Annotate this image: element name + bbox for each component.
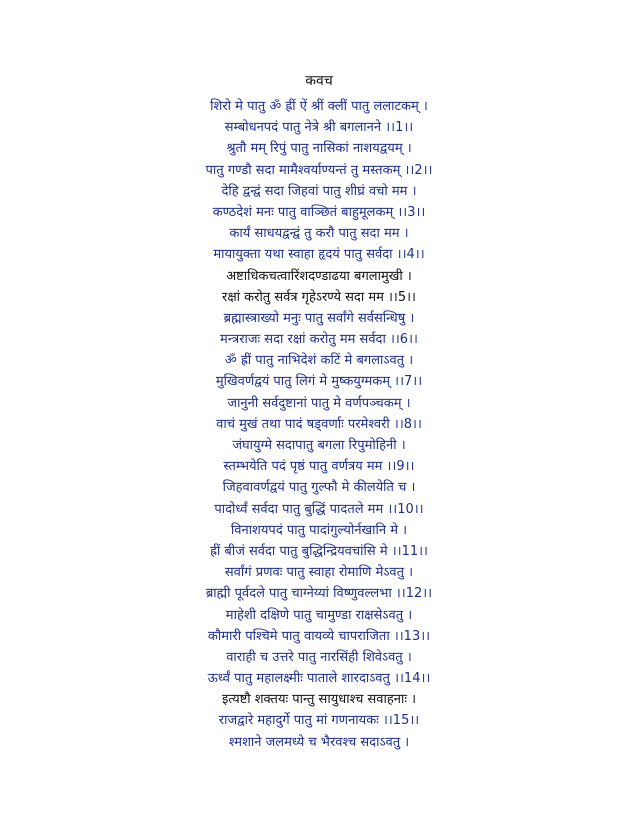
verse-line: अष्टाधिकचत्वारिंशदण्डाढया बगलामुखी ।	[226, 268, 412, 284]
verse-line: शिरो मे पातु ॐ ह्रीं ऐं श्रीं क्लीं पातु ललाटकम् ।	[210, 99, 428, 114]
verse-line: वाचं मुखं तथा पादं षड्वर्णाः परमेश्वरी ।।8।।	[216, 416, 422, 432]
verse-line: मायायुक्ता यथा स्वाहा हृदयं पातु सर्वदा ।।4।।	[213, 247, 425, 263]
verse-line: ब्राह्मी पूर्वदले पातु चाग्नेय्यां विष्णुवल्लभा ।।12।।	[205, 586, 433, 602]
verse-line: सम्बोधनपदं पातु नेत्रे श्री बगलानने ।।1।।	[224, 120, 414, 136]
verse-line: ब्रह्मास्त्राख्यो मनुः पातु सर्वांगे सर्वसन्धिषु ।	[223, 310, 415, 326]
page-title: कवच	[305, 73, 333, 89]
verse-line: राजद्वारे महादुर्गे पातु मां गणनायकः ।।15।।	[218, 713, 420, 729]
verse-line: जिहवावर्णद्वयं पातु गुल्फौ मे कीलयेति च ।	[222, 480, 416, 496]
verse-line: मन्त्रराजः सदा रक्षां करोतु मम सर्वदा ।।6।।	[220, 332, 418, 348]
verse-line: वाराही च उत्तरे पातु नारसिंही शिवेऽवतु ।	[226, 649, 412, 665]
verse-line: पातु गण्डौ सदा मामैश्वर्याण्यन्तं तु मस्तकम् ।।2।।	[205, 162, 433, 178]
verse-line: मुखिवर्णद्वयं पातु लिगं मे मुष्कयुग्मकम् ।।7।।	[215, 374, 423, 390]
verse-line: देहि द्वन्द्वं सदा जिहवां पातु शीघ्रं वचो मम ।	[221, 183, 417, 199]
verse-line: ह्रीं बीजं सर्वदा पातु बुद्धिन्द्रियवचांसि मे ।।11।।	[210, 543, 428, 559]
verse-line: रक्षां करोतु सर्वत्र गृहेऽरण्ये सदा मम ।।5।।	[222, 289, 416, 305]
verse-line: कण्ठदेशं मनः पातु वाञ्छितं बाहुमूलकम् ।।3।।	[212, 204, 426, 220]
verse-line: स्तम्भयेति पदं पृष्ठं पातु वर्णत्रय मम ।।9।।	[223, 459, 415, 475]
verse-line: माहेशी दक्षिणे पातु चामुण्डा राक्षसेऽवतु ।	[225, 607, 413, 623]
verse-line: सर्वांगं प्रणवः पातु स्वाहा रोमाणि मेऽवतु ।	[224, 565, 414, 581]
verse-list	[0, 96, 638, 753]
verse-line: श्मशाने जलमध्ये च भैरवश्च सदाऽवतु ।	[228, 734, 410, 750]
verse-line: जानुनी सर्वदुष्टानां पातु मे वर्णपञ्चकम् ।	[227, 395, 411, 411]
verse-line: श्रुतौ मम् रिपुं पातु नासिकां नाशयद्वयम् ।	[226, 141, 412, 157]
verse-line: कार्यं साधयद्वन्द्वं तु करौ पातु सदा मम ।	[229, 226, 409, 242]
verse-line: इत्यष्टौ शक्तयः पान्तु सायुधाश्च सवाहनाः ।	[221, 692, 417, 708]
verse-line: जंघायुग्मे सदापातु बगला रिपुमोहिनी ।	[232, 438, 406, 453]
verse-line: पादोर्ध्वं सर्वदा पातु बुद्धिं पादतले मम ।।10।।	[214, 501, 424, 517]
verse-line: ॐ ह्रीं पातु नाभिदेशं कटिं मे बगलाऽवतु ।	[224, 353, 414, 369]
verse-line: कौमारी पश्चिमे पातु वायव्ये चापराजिता ।।13।।	[207, 628, 431, 644]
verse-line: विनाशयपदं पातु पादांगुल्योर्नखानि मे ।	[230, 522, 408, 538]
verse-line: ऊर्ध्वं पातु महालक्ष्मीः पाताले शारदाऽवतु ।।14।।	[207, 671, 431, 687]
